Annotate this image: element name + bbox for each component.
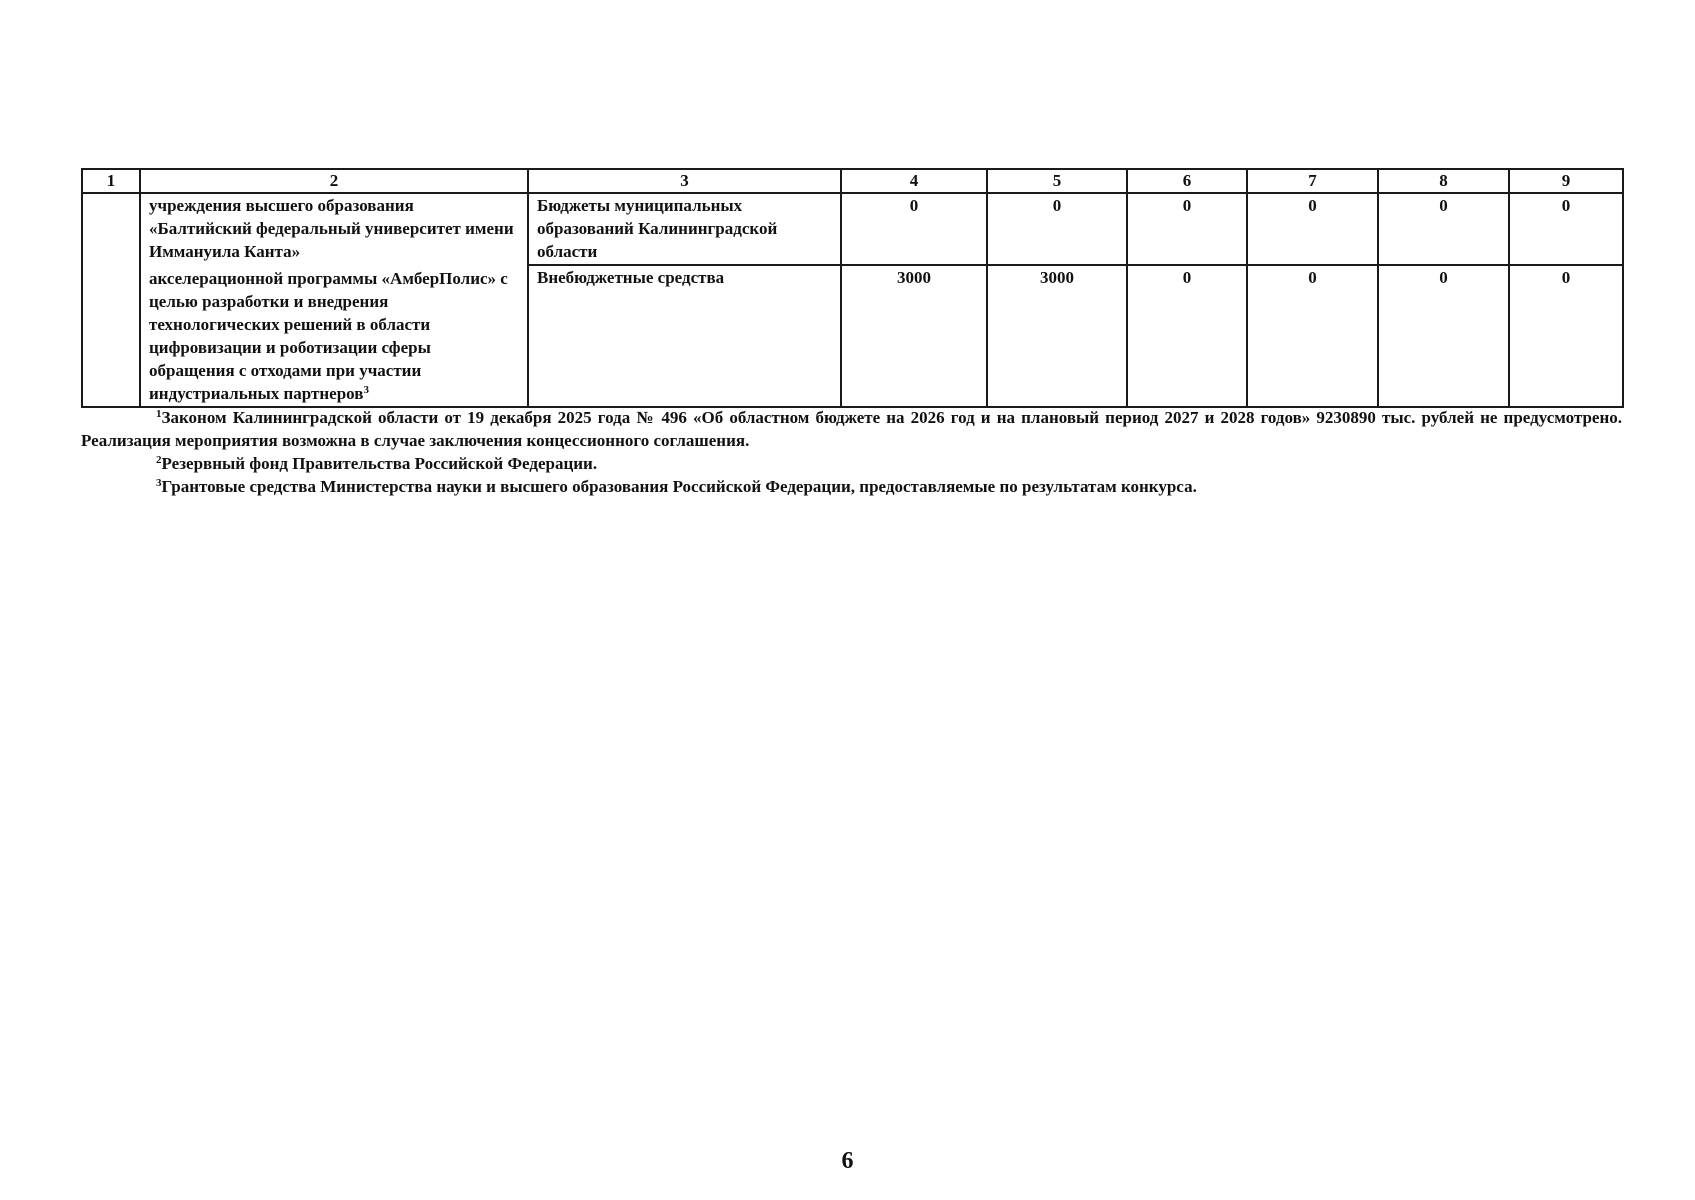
row-index-cell xyxy=(82,193,140,407)
column-number: 1 xyxy=(82,169,140,193)
column-number: 4 xyxy=(841,169,987,193)
table-row xyxy=(82,193,1623,265)
column-number: 5 xyxy=(987,169,1127,193)
column-number: 7 xyxy=(1247,169,1378,193)
budget-table xyxy=(81,168,1624,408)
value-cell: 3000 xyxy=(841,265,987,407)
value-cell: 0 xyxy=(1247,193,1378,265)
measure-description-bottom: акселерационной программы «АмберПолис» с целью разработки и внедрения технологических решений в области цифровизации и роботизации сферы обращения с отходами при участии индустриальных партнеров$^3$ xyxy=(149,269,508,403)
footnote-mark: 3 xyxy=(156,477,162,489)
value-cell: 0 xyxy=(841,193,987,265)
column-number: 8 xyxy=(1378,169,1509,193)
value-cell: 3000 xyxy=(987,265,1127,407)
page-number: 6 xyxy=(841,1148,854,1174)
value-cell: 0 xyxy=(1127,193,1247,265)
value-cell: 0 xyxy=(1509,193,1623,265)
table-header-row xyxy=(82,169,1623,193)
footnotes xyxy=(81,406,1622,498)
measure-description-top: учреждения высшего образования «Балтийский федеральный университет имени Иммануила Канта» xyxy=(149,196,514,261)
funding-source-cell: Внебюджетные средства xyxy=(528,265,841,407)
footnote-3: $^3$Грантовые средства Министерства науки и высшего образования Российской Федерации, предоставляемые по результатам конкурса. xyxy=(156,477,1197,496)
value-cell: 0 xyxy=(987,193,1127,265)
column-number: 2 xyxy=(140,169,528,193)
footnote-1: $^1$Законом Калининградской области от 19 декабря 2025 года № 496 «Об областном бюджете на 2026 год и на плановый период 2027 и 2028 годов» 9230890 тыс. рублей не предусмотрено. Реализация мероприятия возможна в случае заключения концессионного соглашения. xyxy=(81,408,1622,450)
value-cell: 0 xyxy=(1127,265,1247,407)
value-cell: 0 xyxy=(1247,265,1378,407)
measure-description-cell xyxy=(140,193,528,407)
value-cell: 0 xyxy=(1509,265,1623,407)
value-cell: 0 xyxy=(1378,193,1509,265)
column-number: 6 xyxy=(1127,169,1247,193)
footnote-mark: 2 xyxy=(156,454,162,466)
footnote-mark: 1 xyxy=(156,408,162,420)
value-cell: 0 xyxy=(1378,265,1509,407)
footnote-2: $^2$Резервный фонд Правительства Российской Федерации. xyxy=(156,454,598,473)
funding-source-cell: Бюджеты муниципальных образований Калининградской области xyxy=(528,193,841,265)
column-number: 9 xyxy=(1509,169,1623,193)
column-number: 3 xyxy=(528,169,841,193)
footnote-mark: 3 xyxy=(363,384,369,396)
